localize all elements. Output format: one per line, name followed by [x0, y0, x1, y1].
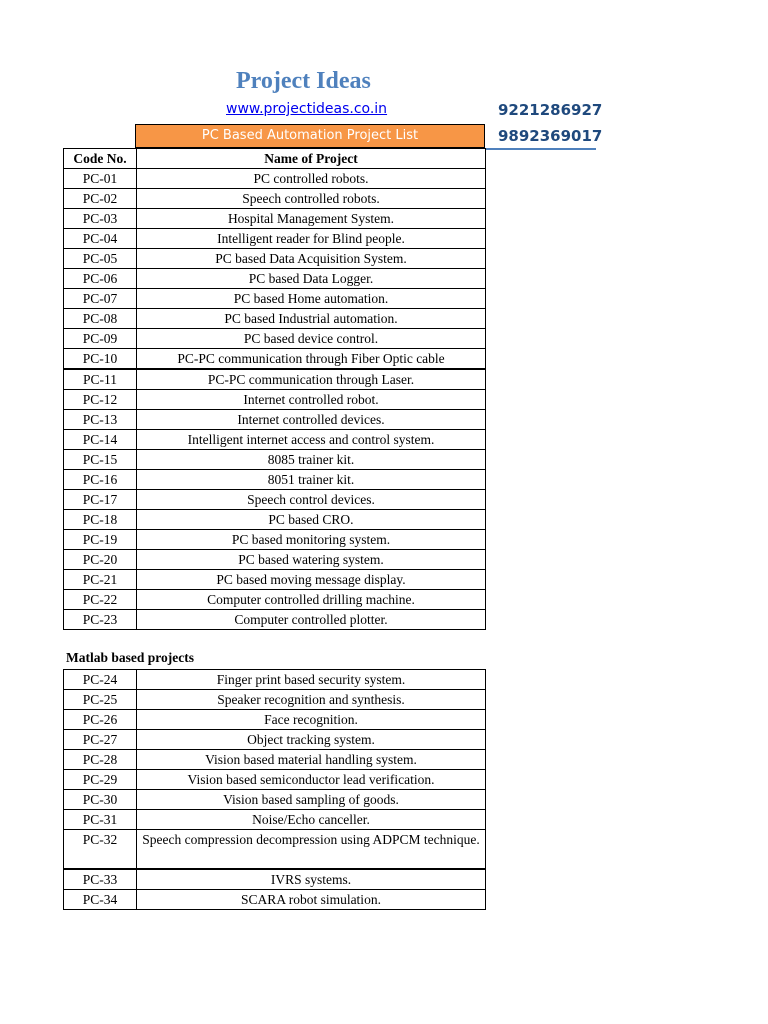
- table-row: [64, 229, 486, 249]
- project-name-cell: Noise/Echo canceller.: [137, 810, 486, 830]
- project-code-cell: PC-08: [64, 309, 137, 329]
- project-code-cell: PC-27: [64, 730, 137, 750]
- table-row: [64, 550, 486, 570]
- project-name-cell: Vision based material handling system.: [137, 750, 486, 770]
- table-row: [64, 470, 486, 490]
- project-code-cell: PC-16: [64, 470, 137, 490]
- table-row: [64, 890, 486, 910]
- project-name-cell: PC based Data Acquisition System.: [137, 249, 486, 269]
- project-code-cell: PC-10: [64, 349, 137, 370]
- table-header-row: [64, 149, 486, 169]
- project-name-cell: 8051 trainer kit.: [137, 470, 486, 490]
- project-name-cell: PC-PC communication through Laser.: [137, 369, 486, 390]
- project-table: [63, 148, 486, 630]
- project-name-cell: PC based monitoring system.: [137, 530, 486, 550]
- table-row: [64, 349, 486, 370]
- website-link[interactable]: www.projectideas.co.in: [226, 101, 388, 117]
- project-name-cell: SCARA robot simulation.: [137, 890, 486, 910]
- table-row: [64, 169, 486, 189]
- table-row: [64, 710, 486, 730]
- project-name-cell: PC based Home automation.: [137, 289, 486, 309]
- project-code-cell: PC-12: [64, 390, 137, 410]
- project-code-cell: PC-11: [64, 369, 137, 390]
- column-header-name: Name of Project: [137, 149, 486, 169]
- project-name-cell: Object tracking system.: [137, 730, 486, 750]
- table-row: [64, 730, 486, 750]
- project-code-cell: PC-17: [64, 490, 137, 510]
- project-code-cell: PC-33: [64, 869, 137, 890]
- project-name-cell: 8085 trainer kit.: [137, 450, 486, 470]
- project-code-cell: PC-28: [64, 750, 137, 770]
- project-name-cell: PC controlled robots.: [137, 169, 486, 189]
- project-name-cell: Speech controlled robots.: [137, 189, 486, 209]
- table-row: [64, 410, 486, 430]
- project-name-cell: IVRS systems.: [137, 869, 486, 890]
- project-code-cell: PC-07: [64, 289, 137, 309]
- project-code-cell: PC-02: [64, 189, 137, 209]
- project-name-cell: Intelligent internet access and control system.: [137, 430, 486, 450]
- project-name-cell: Vision based semiconductor lead verification.: [137, 770, 486, 790]
- table-row: [64, 329, 486, 349]
- phone-number-2: 9892369017: [498, 127, 603, 145]
- table-row: [64, 590, 486, 610]
- table-row: [64, 450, 486, 470]
- table-row: [64, 810, 486, 830]
- project-code-cell: PC-20: [64, 550, 137, 570]
- project-name-cell: PC based moving message display.: [137, 570, 486, 590]
- table-row: [64, 309, 486, 329]
- project-code-cell: PC-14: [64, 430, 137, 450]
- project-code-cell: PC-25: [64, 690, 137, 710]
- matlab-section-heading: Matlab based projects: [66, 650, 194, 665]
- phone-underline: [486, 148, 596, 150]
- project-code-cell: PC-06: [64, 269, 137, 289]
- table-row: [64, 289, 486, 309]
- project-name-cell: PC based Data Logger.: [137, 269, 486, 289]
- project-code-cell: PC-24: [64, 670, 137, 690]
- project-code-cell: PC-18: [64, 510, 137, 530]
- project-code-cell: PC-13: [64, 410, 137, 430]
- table-row: [64, 189, 486, 209]
- project-code-cell: PC-32: [64, 830, 137, 870]
- project-name-cell: Hospital Management System.: [137, 209, 486, 229]
- project-name-cell: Internet controlled robot.: [137, 390, 486, 410]
- table-row: [64, 830, 486, 870]
- project-code-cell: PC-04: [64, 229, 137, 249]
- table-row: [64, 750, 486, 770]
- project-name-cell: Face recognition.: [137, 710, 486, 730]
- project-name-cell: Speech control devices.: [137, 490, 486, 510]
- list-title-banner: PC Based Automation Project List: [135, 124, 485, 148]
- project-code-cell: PC-23: [64, 610, 137, 630]
- table-row: [64, 510, 486, 530]
- project-code-cell: PC-31: [64, 810, 137, 830]
- column-header-code: Code No.: [64, 149, 137, 169]
- project-code-cell: PC-34: [64, 890, 137, 910]
- table-row: [64, 430, 486, 450]
- project-name-cell: Finger print based security system.: [137, 670, 486, 690]
- project-code-cell: PC-19: [64, 530, 137, 550]
- project-name-cell: PC-PC communication through Fiber Optic cable: [137, 349, 486, 370]
- project-name-cell: Speaker recognition and synthesis.: [137, 690, 486, 710]
- project-code-cell: PC-15: [64, 450, 137, 470]
- table-row: [64, 670, 486, 690]
- project-name-cell: Speech compression decompression using ADPCM technique.: [137, 830, 486, 870]
- project-code-cell: PC-30: [64, 790, 137, 810]
- project-name-cell: PC based watering system.: [137, 550, 486, 570]
- table-row: [64, 369, 486, 390]
- table-row: [64, 610, 486, 630]
- project-code-cell: PC-01: [64, 169, 137, 189]
- project-code-cell: PC-09: [64, 329, 137, 349]
- project-name-cell: Computer controlled drilling machine.: [137, 590, 486, 610]
- project-name-cell: PC based device control.: [137, 329, 486, 349]
- table-row: [64, 249, 486, 269]
- table-row: [64, 209, 486, 229]
- table-row: [64, 530, 486, 550]
- project-name-cell: Computer controlled plotter.: [137, 610, 486, 630]
- project-code-cell: PC-21: [64, 570, 137, 590]
- project-code-cell: PC-03: [64, 209, 137, 229]
- matlab-project-table: [63, 669, 486, 910]
- project-name-cell: PC based Industrial automation.: [137, 309, 486, 329]
- table-row: [64, 570, 486, 590]
- project-name-cell: Intelligent reader for Blind people.: [137, 229, 486, 249]
- table-row: [64, 490, 486, 510]
- project-code-cell: PC-29: [64, 770, 137, 790]
- project-name-cell: Vision based sampling of goods.: [137, 790, 486, 810]
- table-row: [64, 770, 486, 790]
- page-title: Project Ideas: [236, 68, 371, 94]
- project-code-cell: PC-22: [64, 590, 137, 610]
- project-name-cell: PC based CRO.: [137, 510, 486, 530]
- table-row: [64, 269, 486, 289]
- project-code-cell: PC-05: [64, 249, 137, 269]
- project-code-cell: PC-26: [64, 710, 137, 730]
- phone-number-1: 9221286927: [498, 101, 603, 119]
- table-row: [64, 690, 486, 710]
- table-row: [64, 390, 486, 410]
- table-row: [64, 869, 486, 890]
- project-name-cell: Internet controlled devices.: [137, 410, 486, 430]
- table-row: [64, 790, 486, 810]
